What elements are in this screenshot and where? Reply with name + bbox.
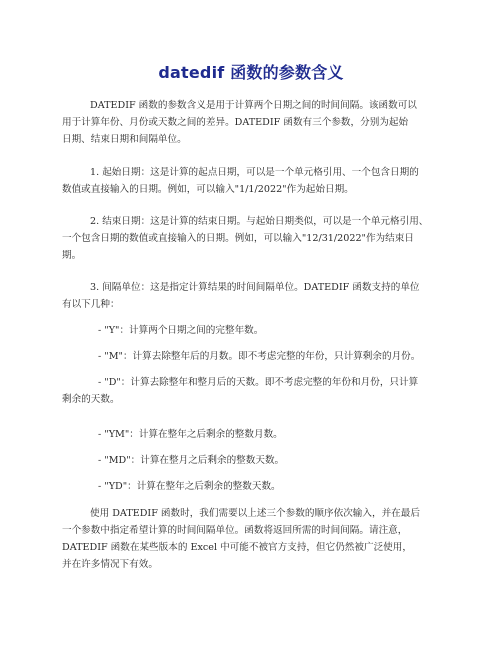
text-line: 用于计算年份、月份或天数之间的差异。DATEDIF 函数有三个参数，分别为起始 <box>62 117 409 128</box>
document-title: datedif 函数的参数含义 <box>158 63 344 82</box>
item-start-date <box>62 164 442 198</box>
text-line: - "D"：计算去除整年和整月后的天数。即不考虑完整的年份和月份，只计算 <box>98 377 419 388</box>
text-line: 日期、结束日期和间隔单位。 <box>62 134 187 145</box>
text-line: 有以下几种： <box>62 299 120 310</box>
text-line: - "YD"：计算在整年之后剩余的整数天数。 <box>98 481 281 492</box>
text-line: 使用 DATEDIF 函数时，我们需要以上述三个参数的顺序依次输入，并在最后 <box>90 508 420 519</box>
text-line: 一个参数中指定希望计算的时间间隔单位。函数将返回所需的时间间隔。请注意， <box>62 525 408 536</box>
text-line: 剩余的天数。 <box>62 394 120 405</box>
text-line: - "M"：计算去除整年后的月数。即不考虑完整的年份，只计算剩余的月份。 <box>98 351 421 362</box>
text-line: 2. 结束日期：这是计算的结束日期。与起始日期类似，可以是一个单元格引用、 <box>90 216 429 227</box>
text-line: DATEDIF 函数的参数含义是用于计算两个日期之间的时间间隔。该函数可以 <box>90 100 417 111</box>
intro-paragraph <box>62 97 442 148</box>
text-line: 一个包含日期的数值或直接输入的日期。例如，可以输入"12/31/2022"作为结束日 <box>62 233 414 244</box>
unit-yd-item <box>62 478 442 495</box>
item-interval-unit <box>62 279 442 313</box>
text-line: DATEDIF 函数在某些版本的 Excel 中可能不被官方支持，但它仍然被广泛使用， <box>62 542 412 553</box>
unit-ym-item <box>62 426 442 443</box>
text-line: 3. 间隔单位：这是指定计算结果的时间间隔单位。DATEDIF 函数支持的单位 <box>90 282 420 293</box>
text-line: - "Y"：计算两个日期之间的完整年数。 <box>98 325 264 336</box>
text-line: - "MD"：计算在整月之后剩余的整数天数。 <box>98 455 285 466</box>
text-line: 1. 起始日期：这是计算的起点日期，可以是一个单元格引用、一个包含日期的 <box>90 167 419 178</box>
text-line: 期。 <box>62 250 82 261</box>
text-line: 并在许多情况下有效。 <box>62 559 158 570</box>
text-line: - "YM"：计算在整年之后剩余的整数月数。 <box>98 429 283 440</box>
unit-md-item <box>62 452 442 469</box>
item-end-date <box>62 213 442 264</box>
unit-d-item <box>62 374 442 408</box>
unit-m-item <box>62 348 442 365</box>
unit-y-item <box>62 322 442 339</box>
closing-paragraph <box>62 505 442 573</box>
text-line: 数值或直接输入的日期。例如，可以输入"1/1/2022"作为起始日期。 <box>62 184 354 195</box>
